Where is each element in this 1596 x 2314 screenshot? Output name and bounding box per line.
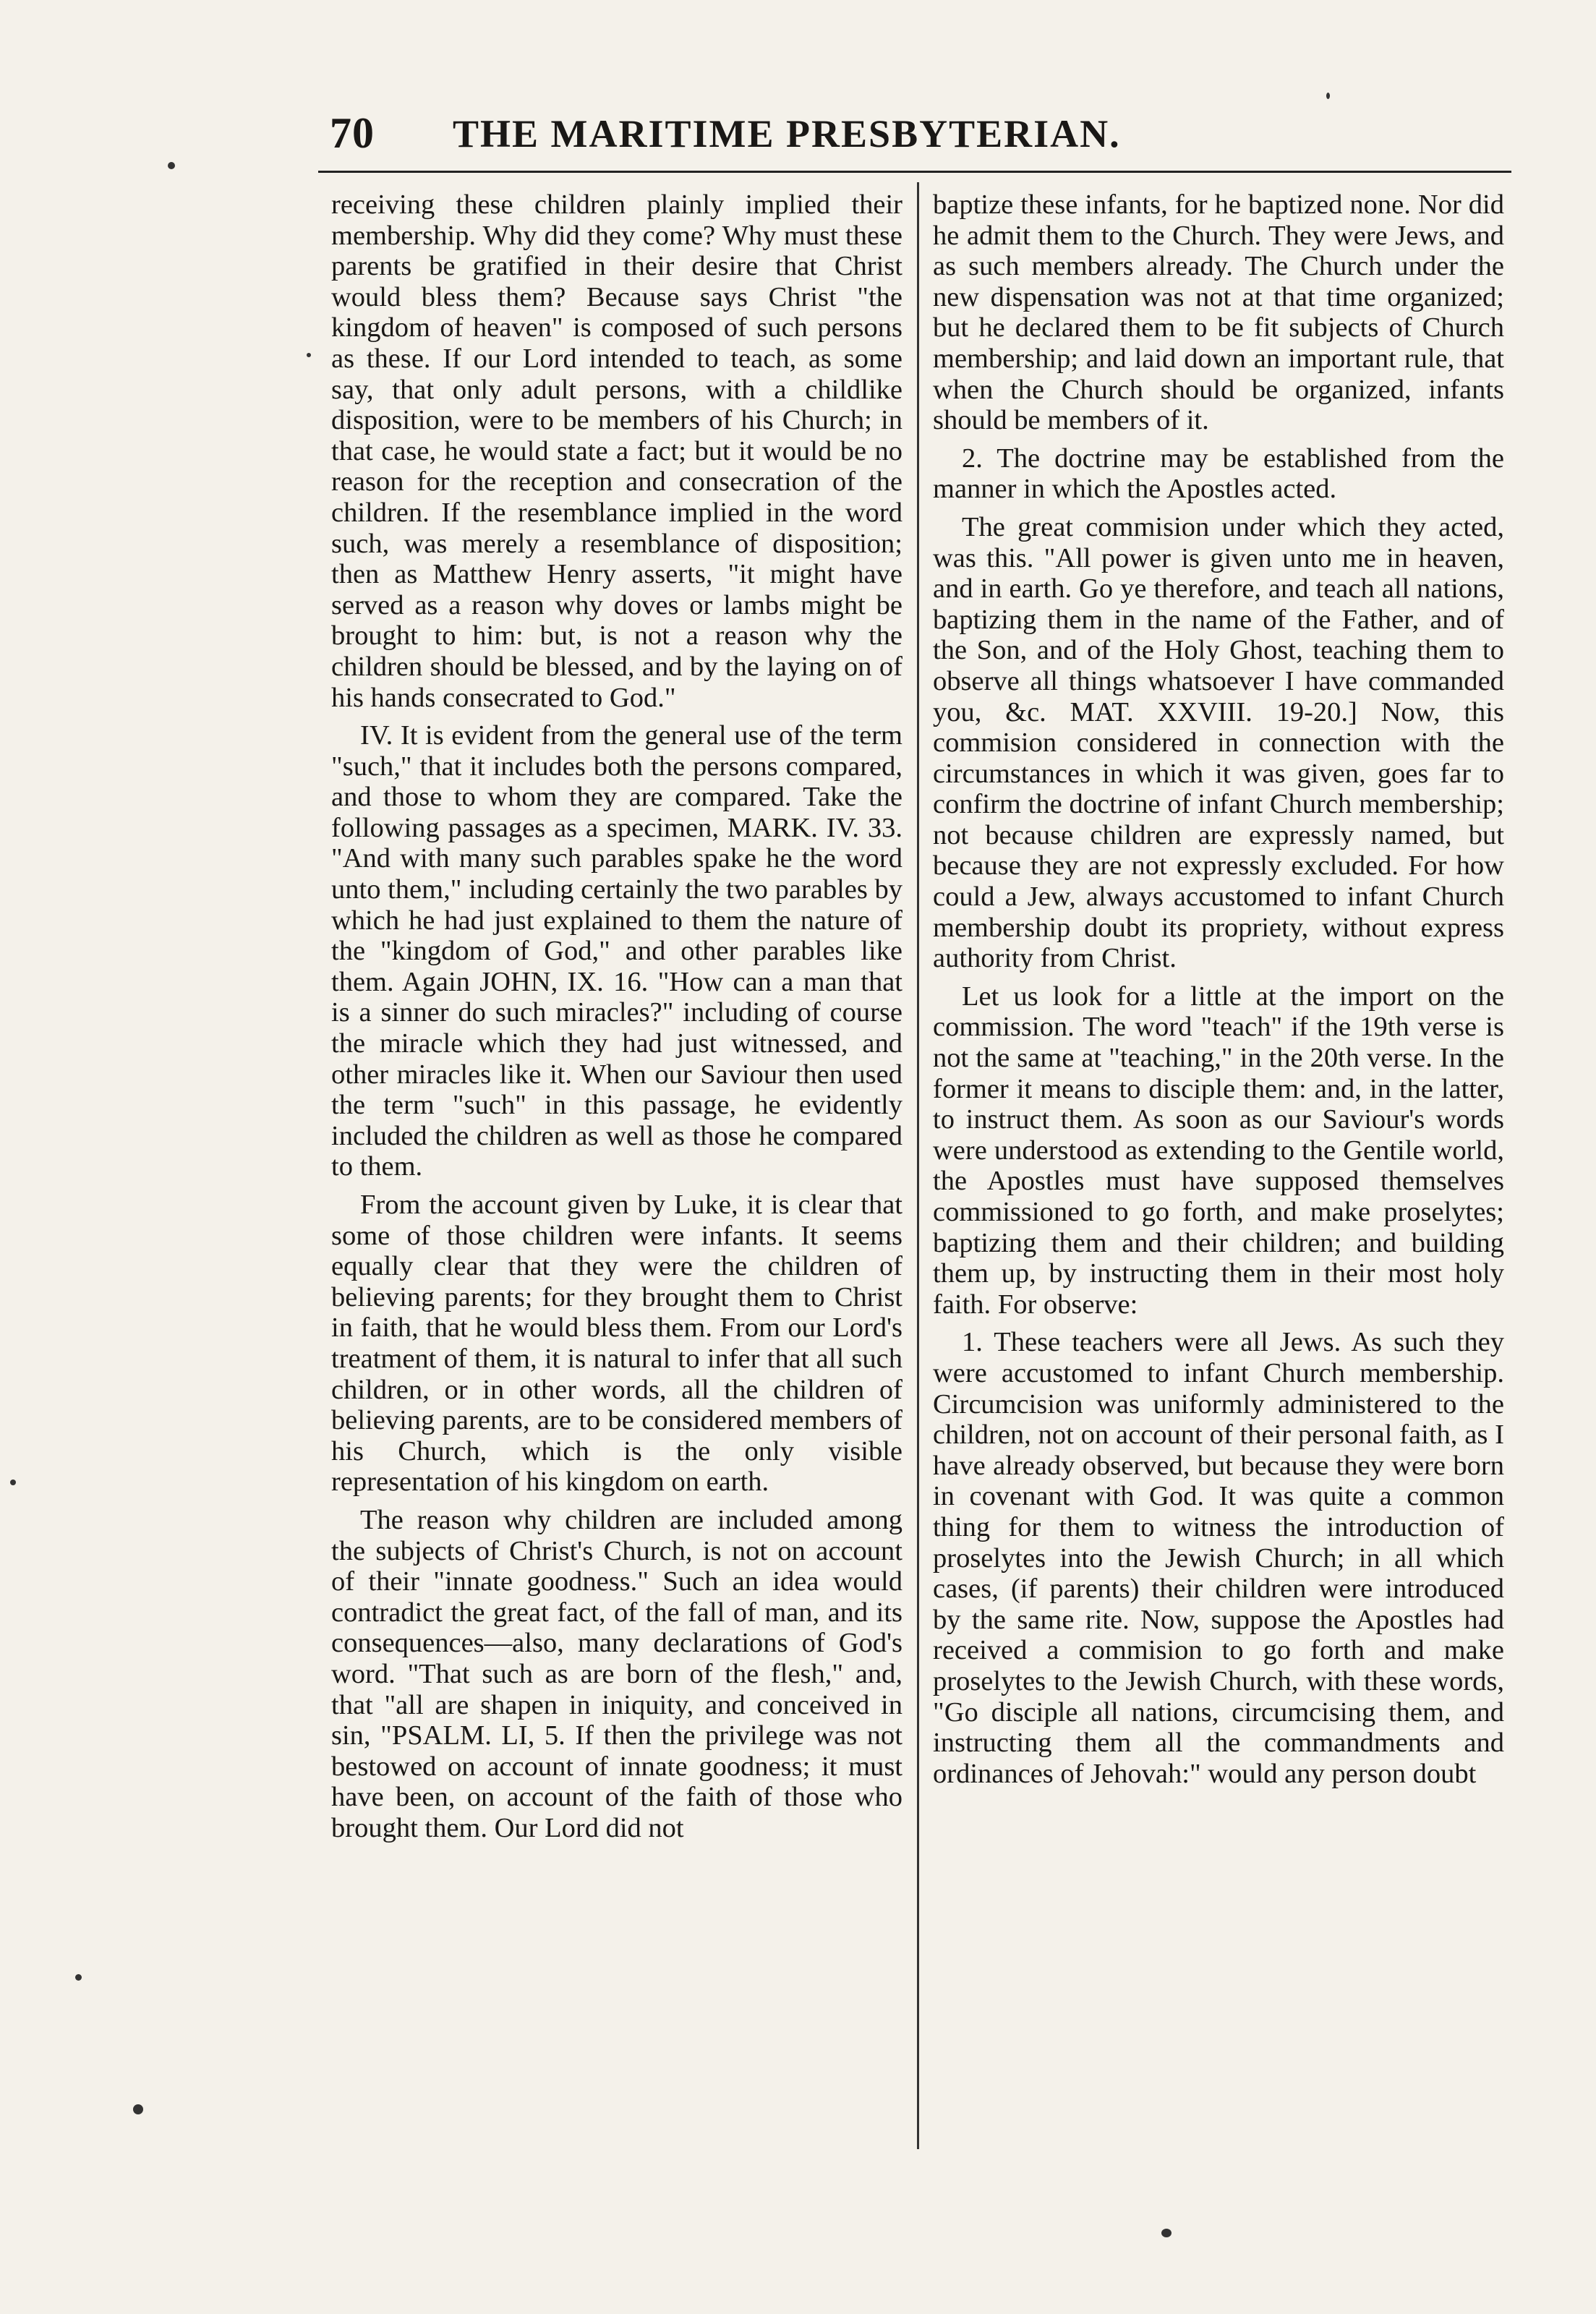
right-paragraph-1: baptize these infants, for he baptized none. Nor did he admit them to the Church. They were Jews, and as such members already. The Church under the new dispensation was not at that time organized; but he declared them to be fit subjects of Church membership; and laid down an important rule, that when the Church should be organized, infants should be members of it. <box>933 189 1504 436</box>
page-number: 70 <box>330 109 375 157</box>
header-rule <box>318 171 1511 173</box>
scan-speck <box>307 353 311 357</box>
scan-speck <box>1161 2229 1172 2237</box>
scan-speck <box>168 162 175 169</box>
journal-title: THE MARITIME PRESBYTERIAN. <box>453 112 1121 155</box>
left-paragraph-1: receiving these children plainly implied their membership. Why did they come? Why must these parents be gratified in their desire that Christ would bless them? Because says Christ "the kingdom of heaven" is composed of such persons as these. If our Lord intended to teach, as some say, that only adult persons, with a childlike disposition, were to be members of his Church; in that case, he would state a fact; but it would be no reason for the reception and consecration of the children. If the resemblance implied in the word such, was merely a resemblance of disposition; then as Matthew Henry asserts, "it might have served as a reason why doves or lambs might be brought to him: but, is not a reason why the children should be blessed, and by the laying on of his hands consecrated to God." <box>331 189 902 713</box>
scan-speck <box>75 1974 82 1981</box>
right-paragraph-4: Let us look for a little at the import on the commission. The word "teach" if the 19th verse is not the same at "teaching," in the 20th verse. In the former it means to disciple them: and, in the latter, to instruct them. As soon as our Saviour's words were understood as extending to the Gentile world, the Apostles must have supposed themselves commissioned to go forth, and make proselytes; baptizing them and their children; and building them up, by instructing them in their most holy faith. For observe: <box>933 981 1504 1320</box>
right-column <box>933 189 1504 1796</box>
scan-speck <box>10 1480 16 1485</box>
right-paragraph-3: The great commision under which they acted, was this. "All power is given unto me in heaven, and in earth. Go ye therefore, and teach all nations, baptizing them in the name of the Father, and of the Son, and of the Holy Ghost, teaching them to observe all things whatsoever I have commanded you, &c. MAT. XXVIII. 19-20.] Now, this commision considered in connection with the circumstances in which it was given, goes far to confirm the doctrine of infant Church membership; not because children are expressly named, but because they are not expressly excluded. For how could a Jew, always accustomed to infant Church membership doubt its propriety, without express authority from Christ. <box>933 511 1504 974</box>
left-paragraph-2: IV. It is evident from the general use of the term "such," that it includes both the persons compared, and those to whom they are compared. Take the following passages as a specimen, MARK. IV. 33. "And with many such parables spake he the word unto them," including certainly the two parables by which he had just explained to them the nature of the "kingdom of God," and other parables like them. Again JOHN, IX. 16. "How can a man that is a sinner do such miracles?" including of course the miracle which they had just witnessed, and other miracles like it. When our Saviour then used the term "such" in this passage, he evidently included the children as well as those he compared to them. <box>331 720 902 1182</box>
scan-speck <box>133 2104 143 2114</box>
scan-speck <box>1326 93 1330 99</box>
page-header <box>330 108 1487 166</box>
left-column <box>331 189 902 1850</box>
left-paragraph-3: From the account given by Luke, it is clear that some of those children were infants. It seems equally clear that they were the children of believing parents; for they brought them to Christ in faith, that he would bless them. From our Lord's treatment of them, it is natural to infer that all such children, or in other words, all the children of believing parents, are to be considered members of his Church, which is the only visible representation of his kingdom on earth. <box>331 1190 902 1498</box>
right-paragraph-2: 2. The doctrine may be established from the manner in which the Apostles acted. <box>933 443 1504 505</box>
right-paragraph-5: 1. These teachers were all Jews. As such they were accustomed to infant Church membership. Circumcision was uniformly administered to the children, not on account of their personal faith, as I have already observed, but because they were born in covenant with God. It was quite a common thing for them to witness the introduction of proselytes into the Jewish Church; in all which cases, (if parents) their children were introduced by the same rite. Now, suppose the Apostles had received a commision to go forth and make proselytes to the Jewish Church, with these words, "Go disciple all nations, circumcising them, and instructing them all the commandments and ordinances of Jehovah:" would any person doubt <box>933 1327 1504 1789</box>
left-paragraph-4: The reason why children are included among the subjects of Christ's Church, is not on account of their "innate goodness." Such an idea would contradict the great fact, of the fall of man, and its consequences—also, many declarations of God's word. "That such as are born of the flesh," and, that "all are shapen in iniquity, and conceived in sin, "PSALM. LI, 5. If then the privilege was not bestowed on account of innate goodness; it must have been, on account of the faith of those who brought them. Our Lord did not <box>331 1504 902 1843</box>
column-divider <box>917 182 919 2149</box>
